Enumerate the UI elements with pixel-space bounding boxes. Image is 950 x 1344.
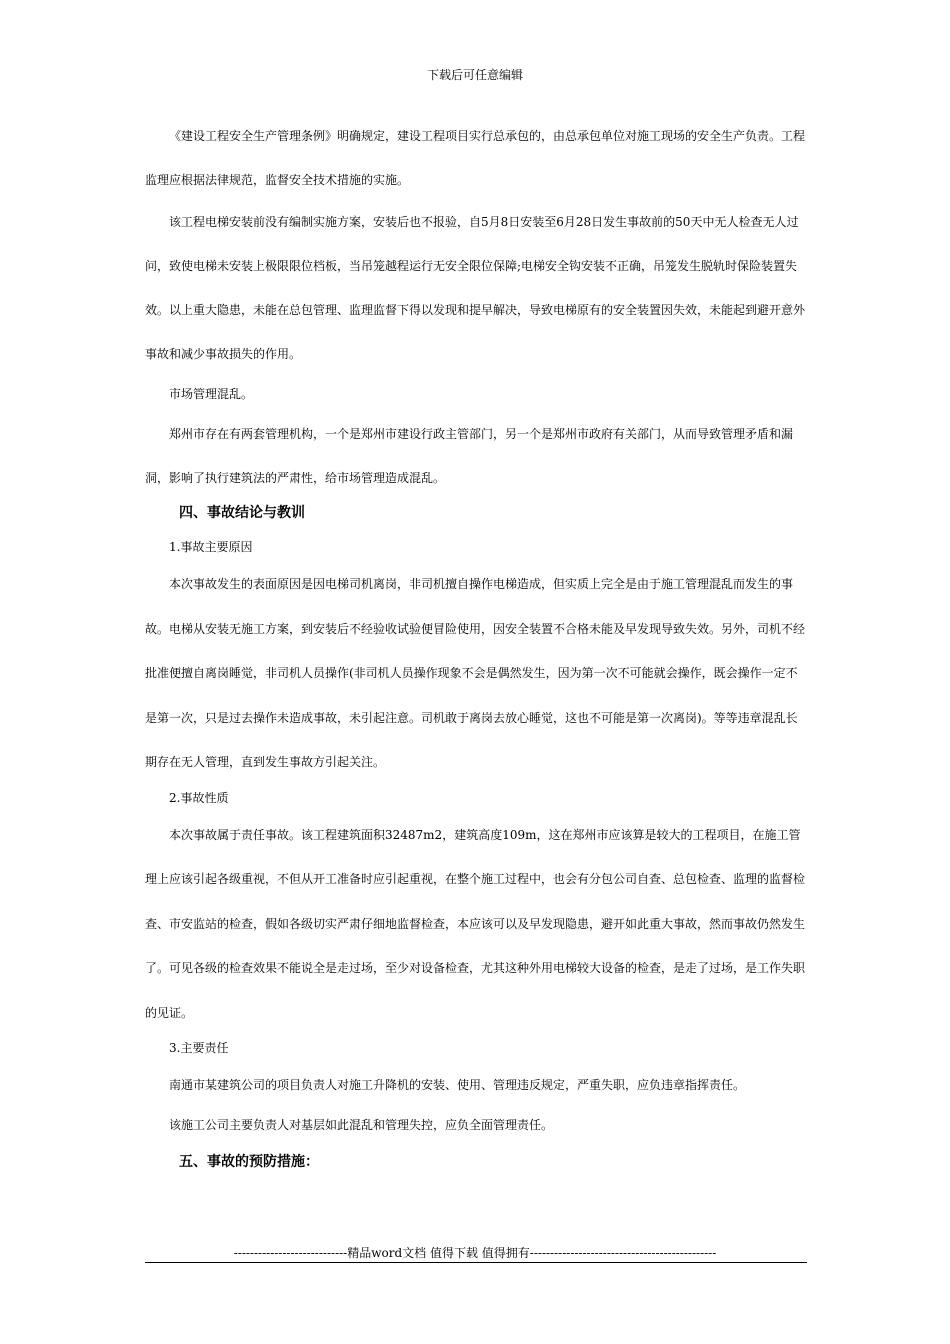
section-heading-4: 四、事故结论与教训 [179,505,305,521]
subheading-responsibility: 3.主要责任 [169,1041,229,1055]
page-header: 下载后可任意编辑 [426,68,523,82]
document-body [145,126,807,1173]
paragraph-zhengzhou-agencies: 郑州市存在有两套管理机构，一个是郑州市建设行政主管部门，另一个是郑州市政府有关部门，从而导致管理矛盾和漏洞，影响了执行建筑法的严肃性，给市场管理造成混乱。 [145,427,794,485]
paragraph-regulation: 《建设工程安全生产管理条例》明确规定，建设工程项目实行总承包的，由总承包单位对施工现场的安全生产负责。工程监理应根据法律规范，监督安全技术措施的实施。 [145,129,806,187]
paragraph-main-cause: 本次事故发生的表面原因是因电梯司机离岗，非司机擅自操作电梯造成，但实质上完全是由于施工管理混乱而发生的事故。电梯从安装无施工方案，到安装后不经验收试验便冒险使用，因安全装置不合格未能及早发现导致失效。另外，司机不经批准便擅自离岗睡觉，非司机人员操作(非司机人员操作现象不会是偶然发生，因为第一次不可能就会操作，既会操作一定不是第一次，只是过去操作未造成事故，未引起注意。司机敢于离岗去放心睡觉，这也不可能是第一次离岗)。等等违章混乱长期存在无人管理，直到发生事故方引起关注。 [145,577,806,769]
page-footer: ----------------------------精品word文档 值得下载 值得拥有---------------------------------------------- [233,1246,717,1260]
paragraph-project-manager: 南通市某建筑公司的项目负责人对施工升降机的安装、使用、管理违反规定，严重失职，应负违章指挥责任。 [169,1078,746,1092]
subheading-main-cause: 1.事故主要原因 [169,540,253,554]
paragraph-nature: 本次事故属于责任事故。该工程建筑面积32487m2，建筑高度109m，这在郑州市应该算是较大的工程项目，在施工管理上应该引起各级重视，不但从开工准备时应引起重视，在整个施工过程中，也会有分包公司自查、总包检查、监理的监督检查、市安监站的检查，假如各级切实严肃仔细地监督检查，本应该可以及早发现隐患，避开如此重大事故，然而事故仍然发生了。可见各级的检查效果不能说全是走过场，至少对设备检查，尤其这种外用电梯较大设备的检查，是走了过场，是工作失职的见证。 [145,827,806,1020]
footer-rule [145,1262,807,1263]
paragraph-company-head: 该施工公司主要负责人对基层如此混乱和管理失控，应负全面管理责任。 [169,1118,554,1132]
paragraph-market-chaos: 市场管理混乱。 [169,387,254,401]
subheading-nature: 2.事故性质 [169,790,229,805]
section-heading-5: 五、事故的预防措施： [179,1154,319,1170]
paragraph-elevator-installation: 该工程电梯安装前没有编制实施方案，安装后也不报验，自5月8日安装至6月28日发生事故前的50天中无人检查无人过问，致使电梯未安装上极限限位档板，当吊笼越程运行无安全限位保障;电梯安全钩安装不正确，吊笼发生脱轨时保险装置失效。以上重大隐患，未能在总包管理、监理监督下得以发现和提早解决，导致电梯原有的安全装置因失效，未能起到避开意外事故和减少事故损失的作用。 [145,215,806,361]
